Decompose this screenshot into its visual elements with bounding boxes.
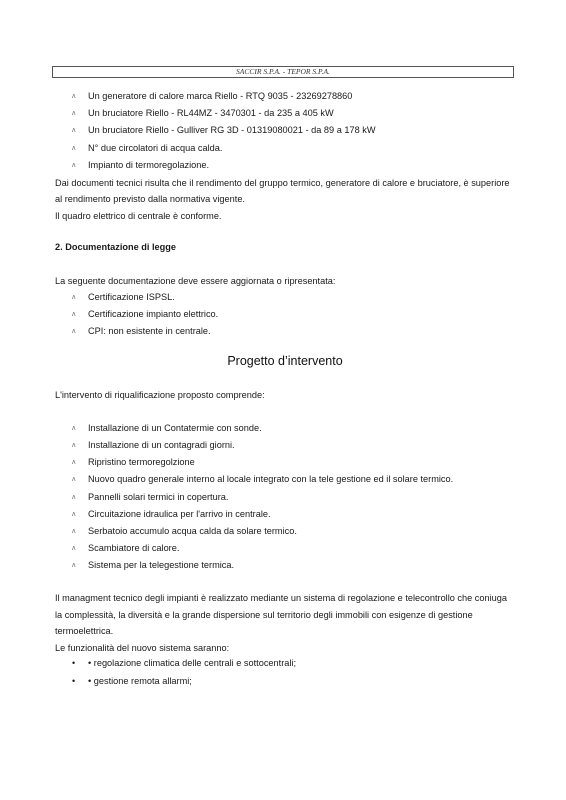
project-intro: L'intervento di riqualificazione proposto comprende: — [55, 390, 265, 401]
trident-bullet-icon: ᴧ — [72, 311, 76, 319]
trident-bullet-icon: ᴧ — [72, 527, 76, 535]
list-item-text: Certificazione ISPSL. — [88, 291, 175, 302]
list-item — [55, 160, 515, 171]
functions-intro: Le funzionalità del nuovo sistema saranno: — [55, 642, 230, 653]
list-item-text: Nuovo quadro generale interno al locale integrato con la tele gestione ed il solare termico. — [88, 474, 454, 485]
list-item-text: Installazione di un contagradi giorni. — [88, 440, 235, 450]
list-item-text: Installazione di un Contatermie con sonde. — [88, 422, 262, 433]
list-item — [55, 326, 515, 337]
documentation-intro: La seguente documentazione deve essere aggiornata o ripresentata: — [55, 276, 336, 287]
trident-bullet-icon: ᴧ — [72, 293, 76, 301]
trident-bullet-icon: ᴧ — [72, 459, 76, 467]
list-item-text: Ripristino termoregolzione — [88, 457, 195, 468]
project-list — [55, 423, 515, 572]
list-item-text: • gestione remota allarmi; — [88, 675, 192, 686]
list-item — [55, 560, 515, 571]
list-item — [55, 91, 515, 102]
list-item-text: Un bruciatore Riello - RL44MZ - 3470301 - da 235 a 405 kW — [88, 108, 334, 119]
trident-bullet-icon: ᴧ — [72, 562, 76, 570]
list-item-text: Pannelli solari termici in copertura. — [88, 491, 229, 502]
list-item-text: Circuitazione idraulica per l'arrivo in centrale. — [88, 508, 271, 519]
list-item-text: CPI: non esistente in centrale. — [88, 326, 211, 337]
list-item-text: Impianto di termoregolazione. — [88, 159, 210, 170]
functions-list — [55, 658, 515, 686]
list-item-text: Un bruciatore Riello - Gulliver RG 3D - 01319080021 - da 89 a 178 kW — [88, 125, 376, 136]
section-heading-documentation: 2. Documentazione di legge — [55, 242, 176, 253]
bullet-dot-icon: • — [72, 658, 76, 669]
trident-bullet-icon: ᴧ — [72, 545, 76, 553]
list-item — [55, 676, 515, 687]
list-item — [55, 474, 515, 485]
trident-bullet-icon: ᴧ — [72, 328, 76, 336]
trident-bullet-icon: ᴧ — [72, 510, 76, 518]
documentation-list — [55, 292, 515, 337]
list-item — [55, 543, 515, 554]
trident-bullet-icon: ᴧ — [72, 93, 76, 100]
trident-bullet-icon: ᴧ — [72, 144, 76, 152]
list-item — [55, 125, 515, 136]
list-item — [55, 292, 515, 303]
trident-bullet-icon: ᴧ — [72, 127, 76, 135]
list-item-text: N° due circolatori di acqua calda. — [88, 142, 223, 153]
list-item-text: Un generatore di calore marca Riello - RTQ 9035 - 23269278860 — [88, 91, 353, 101]
bullet-dot-icon: • — [72, 675, 76, 686]
list-item-text: Sistema per la telegestione termica. — [88, 560, 235, 571]
paragraph-efficiency: Dai documenti tecnici risulta che il rendimento del gruppo termico, generatore di calore e bruciatore, è superiore al rendimento previsto dalla normativa vigente. — [55, 177, 510, 205]
list-item — [55, 423, 515, 434]
trident-bullet-icon: ᴧ — [72, 424, 76, 432]
trident-bullet-icon: ᴧ — [72, 476, 76, 484]
list-item — [55, 509, 515, 520]
list-item — [55, 309, 515, 320]
list-item — [55, 440, 515, 451]
paragraph-electrical: Il quadro elettrico di centrale è conforme. — [55, 210, 222, 221]
list-item — [55, 108, 515, 119]
list-item-text: • regolazione climatica delle centrali e sottocentrali; — [88, 658, 296, 669]
equipment-list — [55, 91, 515, 171]
list-item-text: Certificazione impianto elettrico. — [88, 309, 219, 320]
paragraph-management: Il managment tecnico degli impianti è realizzato mediante un sistema di regolazione e telecontrollo che coniuga la complessità, la diversità e la grande dispersione sul territorio degli immobili con esigenze di gestione termoelettrica. — [55, 593, 507, 637]
list-item — [55, 492, 515, 503]
list-item — [55, 143, 515, 154]
trident-bullet-icon: ᴧ — [72, 110, 76, 118]
trident-bullet-icon: ᴧ — [72, 442, 76, 449]
trident-bullet-icon: ᴧ — [72, 161, 76, 169]
document-body — [55, 91, 515, 693]
list-item-text: Serbatoio accumulo acqua calda da solare termico. — [88, 525, 297, 536]
page-title: Progetto d’intervento — [227, 354, 343, 369]
trident-bullet-icon: ᴧ — [72, 493, 76, 501]
document-header: SACCIR S.P.A. - TEPOR S.P.A. — [52, 66, 514, 78]
list-item-text: Scambiatore di calore. — [88, 543, 180, 554]
list-item — [55, 457, 515, 468]
list-item — [55, 526, 515, 537]
list-item — [55, 658, 515, 669]
